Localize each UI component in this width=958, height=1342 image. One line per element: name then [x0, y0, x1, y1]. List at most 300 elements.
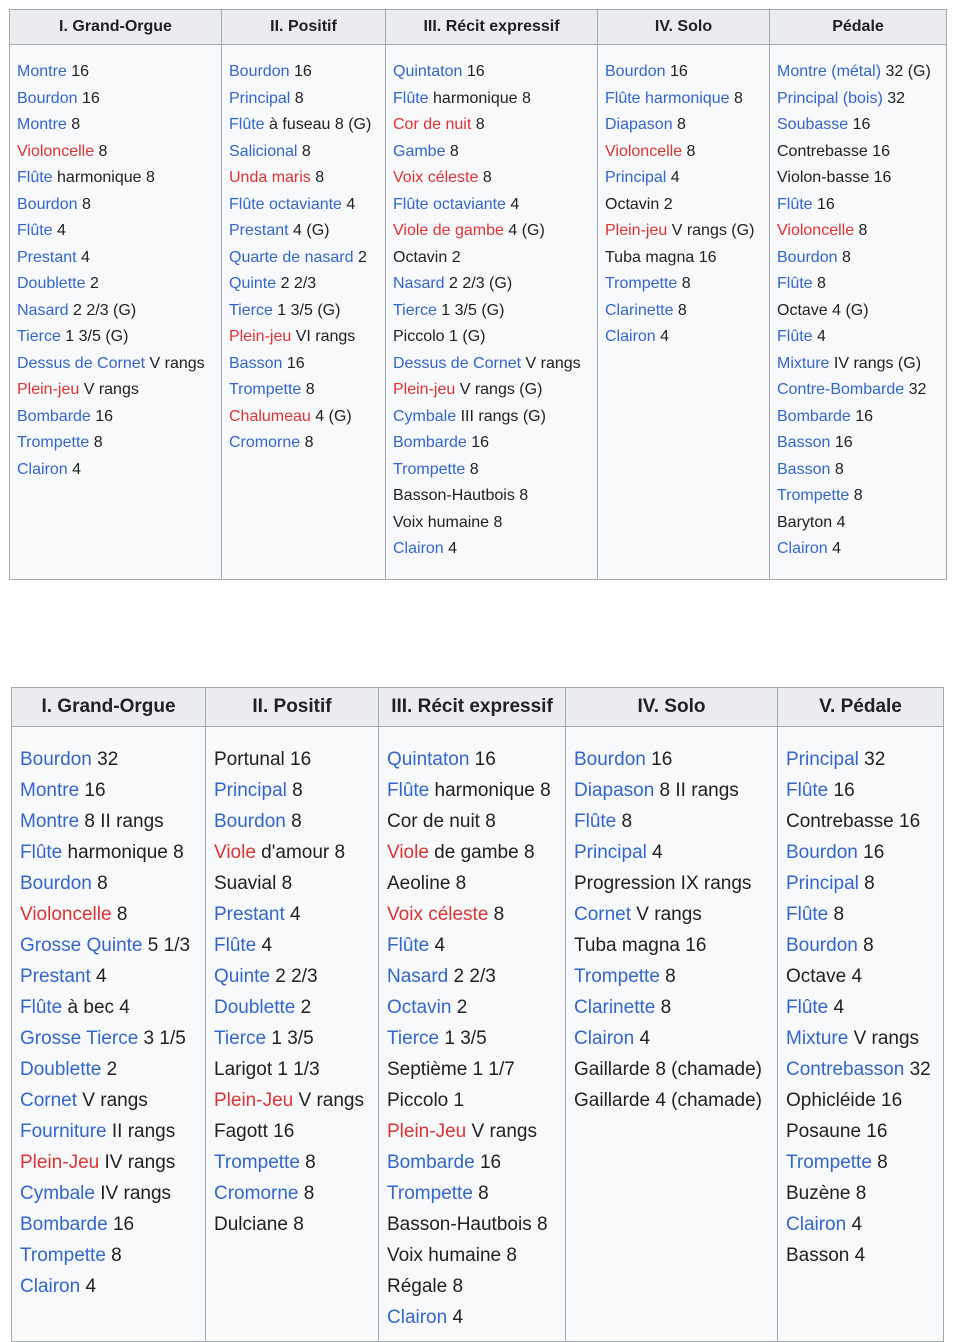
stop-link[interactable]: Flûte: [387, 780, 430, 801]
stop-link[interactable]: Clairon: [20, 1276, 81, 1297]
stop-item: [229, 218, 385, 245]
stop-link[interactable]: Flûte: [17, 222, 53, 239]
stop-link[interactable]: Flûte: [777, 328, 813, 345]
stop-redlink[interactable]: Viole: [214, 842, 256, 863]
stop-text: 16: [107, 1214, 135, 1235]
stop-item: [605, 324, 769, 351]
stop-list: [778, 727, 943, 1271]
division-header-pedale: Pédale: [770, 10, 947, 45]
stop-link[interactable]: Bourdon: [17, 89, 78, 107]
stop-link[interactable]: Montre (métal): [777, 63, 882, 80]
stop-link[interactable]: Flûte harmonique: [605, 89, 730, 107]
stop-link[interactable]: Bourdon: [605, 63, 666, 80]
stop-text: Octavin 2: [393, 248, 461, 266]
stop-list: [12, 727, 205, 1302]
stop-item: [786, 775, 943, 806]
stop-text: 8: [301, 381, 315, 398]
stop-text: 32: [91, 749, 119, 770]
stop-item: [786, 961, 943, 992]
stop-text: 4: [341, 195, 356, 213]
stop-text: 8: [445, 142, 459, 160]
stop-link[interactable]: Montre: [17, 63, 67, 80]
division-cell-recit-expressif: [386, 45, 598, 580]
stop-link[interactable]: Principal: [605, 169, 667, 186]
stop-item: [17, 271, 221, 298]
stop-link[interactable]: Bourdon: [786, 935, 858, 956]
stop-link[interactable]: Cromorne: [214, 1183, 299, 1204]
stop-text: 1 3/5: [266, 1028, 314, 1049]
stop-item: [777, 245, 946, 272]
stop-link[interactable]: Gambe: [393, 142, 446, 160]
stop-link[interactable]: Mixture: [786, 1028, 849, 1049]
stop-link[interactable]: Principal: [229, 89, 291, 107]
stop-text: Régale 8: [387, 1276, 464, 1297]
stop-text: 8: [478, 169, 492, 186]
stop-item: [17, 351, 221, 378]
stop-link[interactable]: Bourdon: [20, 873, 92, 894]
stop-text: 4: [90, 966, 107, 987]
stop-link[interactable]: Trompette: [393, 460, 466, 478]
stop-link[interactable]: Clairon: [574, 1028, 635, 1049]
stop-link[interactable]: Flûte: [786, 780, 829, 801]
stop-text: 16: [77, 89, 100, 107]
stop-text: 32: [882, 89, 906, 107]
stop-link[interactable]: Basson: [777, 460, 831, 478]
stop-link[interactable]: Quinte: [214, 966, 270, 987]
stop-link[interactable]: Clairon: [17, 460, 68, 478]
stop-text: 4 (G): [503, 222, 545, 239]
stop-item: [387, 1240, 565, 1271]
stop-text: Contrebasse 16: [777, 142, 890, 160]
stop-link[interactable]: Prestant: [17, 248, 77, 266]
stop-link[interactable]: Principal: [214, 780, 287, 801]
stop-link[interactable]: Montre: [20, 811, 80, 832]
stop-link[interactable]: Octavin: [387, 997, 452, 1018]
stop-link[interactable]: Flûte: [574, 811, 617, 832]
stop-text: harmonique 8: [52, 169, 155, 186]
stop-item: [393, 86, 597, 113]
stop-item: [229, 165, 385, 192]
stop-item: [387, 961, 565, 992]
stop-text: 8: [659, 966, 676, 987]
stop-link[interactable]: Trompette: [777, 487, 850, 504]
stop-link[interactable]: Tierce: [214, 1028, 267, 1049]
stop-link[interactable]: Contre-Bombarde: [777, 381, 905, 398]
stop-text: 4: [666, 169, 680, 186]
stop-text: V rangs (G): [455, 381, 543, 398]
stop-text: 8: [472, 1183, 489, 1204]
stop-text: 16: [828, 780, 855, 801]
stop-link[interactable]: Flûte: [786, 997, 829, 1018]
division-cell-grand-orgue: [10, 45, 222, 580]
stop-item: [777, 324, 946, 351]
stop-link[interactable]: Diapason: [574, 780, 655, 801]
stop-redlink[interactable]: Plein-Jeu: [387, 1121, 467, 1142]
stop-link[interactable]: Doublette: [17, 275, 86, 292]
stop-redlink[interactable]: Plein-jeu: [17, 381, 80, 398]
stop-link[interactable]: Flûte octaviante: [393, 195, 506, 213]
stop-item: [20, 868, 205, 899]
stop-link[interactable]: Principal: [786, 749, 859, 770]
stop-item: [574, 930, 777, 961]
stop-link[interactable]: Montre: [17, 116, 67, 133]
stop-link[interactable]: Clairon: [777, 540, 828, 557]
stop-item: [214, 1085, 378, 1116]
stop-text: Octavin 2: [605, 195, 673, 213]
stop-item: [17, 324, 221, 351]
stop-item: [229, 139, 385, 166]
stop-item: [786, 992, 943, 1023]
stop-link[interactable]: Bourdon: [574, 749, 646, 770]
stop-link[interactable]: Trompette: [17, 434, 90, 451]
stop-item: [20, 1147, 205, 1178]
stop-text: 16: [830, 434, 853, 451]
stop-text: 8: [298, 1183, 315, 1204]
stop-text: d'amour 8: [255, 842, 346, 863]
stop-link[interactable]: Bourdon: [777, 248, 838, 266]
stop-item: [605, 218, 769, 245]
stop-text: 8 II rangs: [654, 780, 739, 801]
stop-link[interactable]: Salicional: [229, 142, 298, 160]
stop-link[interactable]: Flûte octaviante: [229, 195, 342, 213]
stop-text: 16: [462, 63, 485, 80]
stop-text: 2: [295, 997, 312, 1018]
stop-item: [786, 806, 943, 837]
division-cell-pedale: [770, 45, 947, 580]
stop-link[interactable]: Doublette: [20, 1059, 102, 1080]
stop-item: [393, 324, 597, 351]
stop-item: [387, 868, 565, 899]
stop-link[interactable]: Clarinette: [574, 997, 656, 1018]
stop-link[interactable]: Flûte: [214, 935, 257, 956]
stop-link[interactable]: Cornet: [20, 1090, 78, 1111]
stop-text: à fuseau 8 (G): [264, 116, 372, 133]
stop-item: [393, 430, 597, 457]
stop-link[interactable]: Dessus de Cornet: [393, 354, 522, 372]
stop-text: 8: [854, 222, 868, 239]
stop-text: 8: [471, 116, 485, 133]
stop-item: [214, 1178, 378, 1209]
stop-item: [786, 930, 943, 961]
stop-text: 2: [101, 1059, 118, 1080]
stop-item: [777, 457, 946, 484]
stop-item: [17, 218, 221, 245]
stop-link[interactable]: Bombarde: [17, 407, 91, 425]
division-cell-pedale: [778, 727, 944, 1342]
stop-link[interactable]: Quintaton: [387, 749, 470, 770]
stop-item: [605, 298, 769, 325]
stop-item: [393, 377, 597, 404]
stop-redlink[interactable]: Plein-jeu: [229, 328, 292, 345]
stop-redlink[interactable]: Violoncelle: [777, 222, 855, 239]
stop-link[interactable]: Contrebasson: [786, 1059, 905, 1080]
stop-item: [393, 59, 597, 86]
stop-text: 16: [665, 63, 688, 80]
division-header-positif: II. Positif: [206, 688, 379, 727]
stop-link[interactable]: Quinte: [229, 275, 277, 292]
stop-text: 8: [837, 248, 851, 266]
stop-text: V rangs: [631, 904, 702, 925]
stop-item: [777, 218, 946, 245]
stop-item: [786, 1147, 943, 1178]
stop-link[interactable]: Trompette: [214, 1152, 300, 1173]
stop-text: V rangs: [293, 1090, 364, 1111]
stop-list: [10, 45, 221, 483]
stop-text: Voix humaine 8: [387, 1245, 517, 1266]
stop-link[interactable]: Bourdon: [229, 63, 290, 80]
stop-item: [17, 377, 221, 404]
stop-redlink[interactable]: Plein-jeu: [393, 381, 456, 398]
stop-link[interactable]: Trompette: [574, 966, 660, 987]
stop-link[interactable]: Flûte: [17, 169, 53, 186]
stop-link[interactable]: Nasard: [393, 275, 445, 292]
stop-redlink[interactable]: Plein-Jeu: [214, 1090, 294, 1111]
stop-text: 8: [488, 904, 505, 925]
stop-item: [387, 899, 565, 930]
stop-link[interactable]: Flûte: [393, 89, 429, 107]
stop-text: 16: [848, 116, 871, 133]
stop-text: Buzène 8: [786, 1183, 867, 1204]
stop-text: Ophicléide 16: [786, 1090, 903, 1111]
stop-link[interactable]: Flûte: [20, 997, 63, 1018]
stop-redlink[interactable]: Unda maris: [229, 169, 311, 186]
stop-item: [20, 806, 205, 837]
stop-link[interactable]: Quarte de nasard: [229, 248, 354, 266]
stop-link[interactable]: Principal: [786, 873, 859, 894]
stop-redlink[interactable]: Cor de nuit: [393, 116, 472, 133]
stop-text: harmonique 8: [429, 780, 551, 801]
stop-link[interactable]: Prestant: [229, 222, 289, 239]
stop-item: [17, 298, 221, 325]
stop-link[interactable]: Tierce: [393, 301, 437, 319]
stop-item: [777, 377, 946, 404]
stop-text: IV rangs: [94, 1183, 172, 1204]
stop-item: [387, 1023, 565, 1054]
stop-text: 4: [828, 997, 845, 1018]
stop-item: [387, 806, 565, 837]
stop-link[interactable]: Diapason: [605, 116, 673, 133]
stop-item: [20, 1271, 205, 1302]
stop-redlink[interactable]: Plein-Jeu: [20, 1152, 100, 1173]
stop-item: [393, 112, 597, 139]
stop-item: [393, 457, 597, 484]
stop-link[interactable]: Clarinette: [605, 301, 674, 319]
stop-text: 8: [105, 1245, 122, 1266]
stop-link[interactable]: Bombarde: [393, 434, 467, 451]
stop-text: 8: [297, 142, 311, 160]
stop-link[interactable]: Tierce: [387, 1028, 440, 1049]
stop-item: [20, 1178, 205, 1209]
stop-text: 8: [828, 904, 845, 925]
stop-text: Aeoline 8: [387, 873, 467, 894]
stop-link[interactable]: Cymbale: [393, 407, 457, 425]
stop-item: [574, 868, 777, 899]
stop-item: [387, 1271, 565, 1302]
stop-text: 2 2/3 (G): [444, 275, 513, 292]
stop-item: [387, 1209, 565, 1240]
stop-link[interactable]: Basson: [229, 354, 283, 372]
stop-text: Contrebasse 16: [786, 811, 921, 832]
stop-link[interactable]: Cymbale: [20, 1183, 95, 1204]
stop-text: 8: [77, 195, 91, 213]
stop-item: [214, 837, 378, 868]
stop-item: [17, 86, 221, 113]
stop-text: harmonique 8: [428, 89, 531, 107]
stop-item: [777, 271, 946, 298]
stop-list: [379, 727, 565, 1333]
stop-text: 32 (G): [881, 63, 931, 80]
stop-text: 4: [655, 328, 670, 345]
stop-redlink[interactable]: Violoncelle: [20, 904, 112, 925]
stop-item: [574, 992, 777, 1023]
stop-item: [229, 404, 385, 431]
stop-text: 8: [857, 935, 874, 956]
stop-text: V rangs (G): [667, 222, 755, 239]
stop-item: [229, 430, 385, 457]
stop-item: [393, 483, 597, 510]
stop-link[interactable]: Trompette: [20, 1245, 106, 1266]
stop-text: 4: [443, 540, 458, 557]
stop-link[interactable]: Dessus de Cornet: [17, 354, 146, 372]
stop-link[interactable]: Principal: [574, 842, 647, 863]
stop-text: 16: [857, 842, 885, 863]
stop-link[interactable]: Bourdon: [20, 749, 92, 770]
division-header-pedale: V. Pédale: [778, 688, 944, 727]
stop-redlink[interactable]: Viole de gambe: [393, 222, 504, 239]
stop-link[interactable]: Flûte: [777, 275, 813, 292]
stop-link[interactable]: Doublette: [214, 997, 296, 1018]
stop-link[interactable]: Basson: [777, 434, 831, 451]
stop-item: [786, 744, 943, 775]
stop-item: [574, 1054, 777, 1085]
stop-text: Basson 4: [786, 1245, 866, 1266]
stop-link[interactable]: Bombarde: [20, 1214, 108, 1235]
stop-text: 4: [284, 904, 301, 925]
stop-link[interactable]: Clairon: [387, 1307, 448, 1328]
stop-text: 8: [682, 142, 696, 160]
stop-text: 4: [429, 935, 446, 956]
stop-link[interactable]: Montre: [20, 780, 80, 801]
stop-text: 8: [871, 1152, 888, 1173]
stop-text: 4: [447, 1307, 464, 1328]
stop-redlink[interactable]: Violoncelle: [17, 142, 95, 160]
stop-redlink[interactable]: Voix céleste: [387, 904, 489, 925]
stop-link[interactable]: Grosse Tierce: [20, 1028, 139, 1049]
stop-link[interactable]: Mixture: [777, 354, 830, 372]
stop-text: 2: [85, 275, 99, 292]
stop-link[interactable]: Principal (bois): [777, 89, 883, 107]
stop-item: [393, 165, 597, 192]
stop-text: Octave 4 (G): [777, 301, 869, 319]
stop-text: Suavial 8: [214, 873, 293, 894]
stop-text: III rangs (G): [456, 407, 546, 425]
stop-item: [214, 868, 378, 899]
stop-link[interactable]: Nasard: [387, 966, 449, 987]
stop-text: V rangs: [466, 1121, 537, 1142]
stop-item: [777, 430, 946, 457]
stop-link[interactable]: Clairon: [605, 328, 656, 345]
stop-link[interactable]: Bombarde: [777, 407, 851, 425]
division-cell-solo: [566, 727, 778, 1342]
stop-link[interactable]: Tierce: [229, 301, 273, 319]
stop-text: 16: [645, 749, 673, 770]
stop-text: 16: [289, 63, 312, 80]
stop-text: 1 3/5 (G): [272, 301, 341, 319]
stop-text: Piccolo 1 (G): [393, 328, 486, 345]
stop-link[interactable]: Clairon: [786, 1214, 847, 1235]
stop-link[interactable]: Grosse Quinte: [20, 935, 143, 956]
stop-item: [393, 536, 597, 563]
stop-text: 4: [505, 195, 520, 213]
stop-text: V rangs: [521, 354, 581, 372]
stop-link[interactable]: Nasard: [17, 301, 69, 319]
stop-link[interactable]: Flûte: [387, 935, 430, 956]
stop-link[interactable]: Soubasse: [777, 116, 849, 133]
stop-item: [229, 271, 385, 298]
stop-item: [574, 775, 777, 806]
stop-link[interactable]: Quintaton: [393, 63, 463, 80]
stop-item: [605, 139, 769, 166]
stop-item: [214, 806, 378, 837]
stop-text: 8: [830, 460, 844, 478]
stop-link[interactable]: Trompette: [229, 381, 302, 398]
stop-item: [387, 775, 565, 806]
stop-redlink[interactable]: Chalumeau: [229, 407, 311, 425]
stop-redlink[interactable]: Violoncelle: [605, 142, 683, 160]
stop-text: 8: [677, 275, 691, 292]
stop-link[interactable]: Trompette: [605, 275, 678, 292]
stop-text: Dulciane 8: [214, 1214, 304, 1235]
stop-link[interactable]: Trompette: [387, 1183, 473, 1204]
stop-link[interactable]: Cornet: [574, 904, 632, 925]
stop-text: 8: [465, 460, 479, 478]
stop-item: [574, 899, 777, 930]
stop-link[interactable]: Bombarde: [387, 1152, 475, 1173]
stop-text: 16: [79, 780, 106, 801]
stop-link[interactable]: Prestant: [20, 966, 91, 987]
stop-item: [20, 775, 205, 806]
stop-item: [17, 245, 221, 272]
stop-link[interactable]: Bourdon: [17, 195, 78, 213]
stop-link[interactable]: Flûte: [777, 195, 813, 213]
division-cell-solo: [598, 45, 770, 580]
stop-item: [17, 139, 221, 166]
stop-link[interactable]: Flûte: [786, 904, 829, 925]
stop-redlink[interactable]: Voix céleste: [393, 169, 479, 186]
stop-item: [786, 1023, 943, 1054]
stop-text: 1 3/5 (G): [436, 301, 505, 319]
stop-link[interactable]: Tierce: [17, 328, 61, 345]
stop-link[interactable]: Flûte: [20, 842, 63, 863]
stop-text: V rangs: [848, 1028, 920, 1049]
stop-item: [20, 899, 205, 930]
stop-link[interactable]: Bourdon: [214, 811, 286, 832]
stop-text: à bec 4: [62, 997, 130, 1018]
stop-link[interactable]: Clairon: [393, 540, 444, 557]
stop-text: 8: [290, 89, 304, 107]
stop-item: [17, 165, 221, 192]
stop-link[interactable]: Cromorne: [229, 434, 301, 451]
stop-link[interactable]: Trompette: [786, 1152, 872, 1173]
stop-link[interactable]: Prestant: [214, 904, 285, 925]
stop-item: [387, 1302, 565, 1333]
stop-link[interactable]: Bourdon: [786, 842, 858, 863]
stop-link[interactable]: Flûte: [229, 116, 265, 133]
stop-link[interactable]: Fourniture: [20, 1121, 107, 1142]
stop-redlink[interactable]: Plein-jeu: [605, 222, 668, 239]
stop-item: [393, 245, 597, 272]
stop-redlink[interactable]: Viole: [387, 842, 429, 863]
